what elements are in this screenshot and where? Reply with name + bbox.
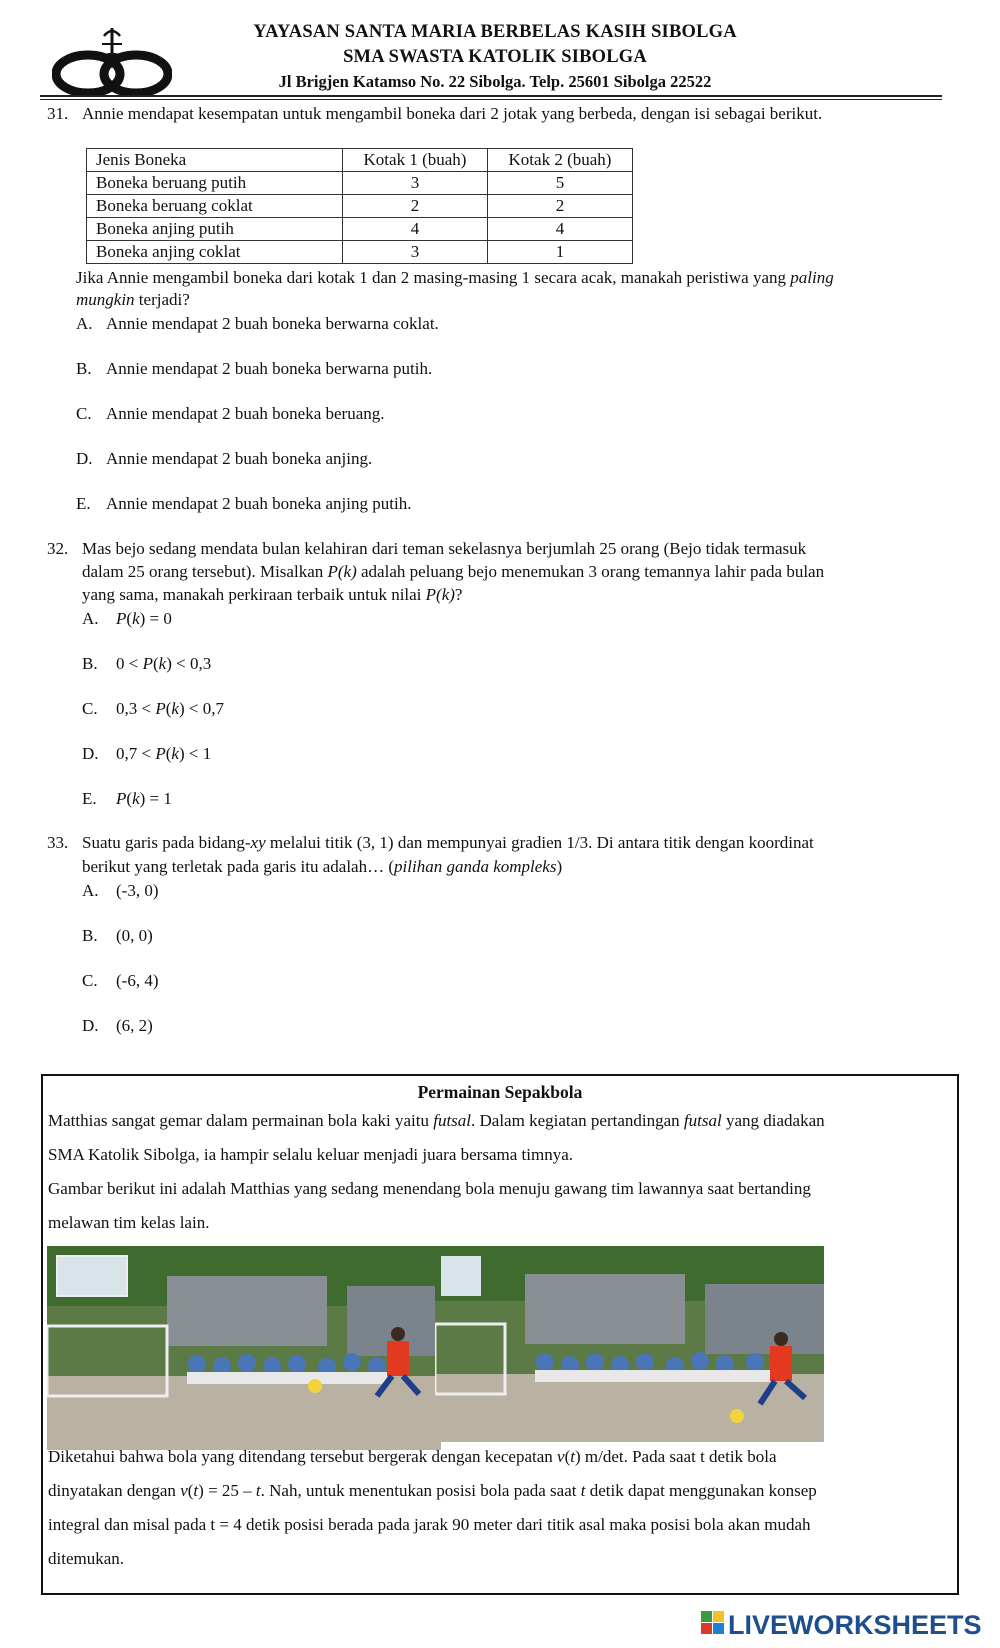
question-emphasis: mungkin [76,290,135,309]
option-letter: D. [82,1016,99,1035]
pk-symbol: P(k) [327,562,357,581]
table-cell: 4 [343,218,488,241]
option-text: (6, 2) [116,1016,153,1035]
paragraph-line: SMA Katolik Sibolga, ia hampir selalu keluar menjadi juara bersama timnya. [48,1145,573,1164]
option-text: (-3, 0) [116,881,159,900]
option-text-part: 0,7 < [116,744,156,763]
table-header-row [87,149,633,172]
pk-symbol: P(k) [425,585,455,604]
table-row [87,195,633,218]
option-letter: D. [82,744,99,763]
option-var: k [171,744,179,763]
question-number: 33. [47,833,69,852]
option-text-part: 0 < [116,654,143,673]
option-text-part: ( [165,744,172,763]
math-var: t [193,1481,199,1500]
photo-illustration [435,1246,824,1442]
option-letter: B. [82,926,98,945]
question-text-line2 [82,857,562,877]
xy-symbol: xy [250,833,266,852]
table-cell: 4 [488,218,633,241]
paragraph-line: integral dan misal pada t = 4 detik posisi berada pada jarak 90 meter dari titik asal maka posisi bola akan mudah [48,1515,811,1534]
text-part: dinyatakan dengan [48,1481,181,1500]
option-letter: E. [76,494,91,513]
table-cell: Boneka anjing putih [87,218,343,241]
option-var: k [158,654,167,673]
school-address: Jl Brigjen Katamso No. 22 Sibolga. Telp. 25601 Sibolga 22522 [278,72,712,91]
table-cell: Boneka anjing coklat [87,241,343,264]
text-part: Diketahui bahwa bola yang ditendang tersebut bergerak dengan kecepatan [48,1447,558,1466]
paragraph-line [48,1104,938,1138]
option-var: k [132,609,140,628]
option-letter: B. [76,359,92,378]
letterhead [0,0,1000,96]
foundation-name: YAYASAN SANTA MARIA BERBELAS KASIH SIBOLGA [253,22,737,42]
text-part: = 25 – [203,1481,256,1500]
school-logo [52,24,172,96]
option-text: (0, 0) [116,926,153,945]
table-row [87,218,633,241]
option-text [116,699,224,719]
text-part: . Nah, untuk menentukan posisi bola pada saat [260,1481,581,1500]
question-text-line2 [76,290,190,310]
option-text: Annie mendapat 2 buah boneka anjing putih. [106,494,412,513]
option-text: Annie mendapat 2 buah boneka berwarna putih. [106,359,433,378]
table-cell: 2 [488,195,633,218]
math-var: t [570,1447,575,1466]
table-header: Kotak 2 (buah) [488,149,633,172]
option-text [116,744,211,764]
option-text-part: ( [165,699,172,718]
option-text [116,609,172,629]
option-text-part: ) = 1 [139,789,172,808]
math-var: v [557,1447,565,1466]
futsal-term: futsal [433,1111,472,1130]
table-header: Kotak 1 (buah) [343,149,488,172]
question-text-part: terjadi? [134,290,190,309]
option-var: P [142,654,153,673]
paragraph-line: Gambar berikut ini adalah Matthias yang sedang menendang bola menuju gawang tim lawannya saat bertanding [48,1179,811,1198]
header-rule [40,95,942,97]
matthias-photo-1 [47,1246,441,1450]
football-story-box [41,1074,959,1595]
option-text [116,654,211,674]
option-letter: D. [76,449,93,468]
question-text-part: Suatu garis pada bidang- [82,833,251,852]
liveworksheets-icon [700,1603,1000,1643]
matthias-photo-2 [435,1246,824,1442]
question-text-line1: Mas bejo sedang mendata bulan kelahiran dari teman sekelasnya berjumlah 25 orang (Bejo tidak termasuk [82,539,807,558]
option-text: (-6, 4) [116,971,159,990]
liveworksheets-logo [700,1603,1000,1643]
option-letter: B. [82,654,98,673]
brand-text: LIVEWORKSHEETS [728,1610,982,1640]
question-text [76,268,834,288]
option-text: Annie mendapat 2 buah boneka anjing. [106,449,373,468]
option-var: k [132,789,140,808]
question-text-line3 [82,585,462,605]
text-part: . Dalam kegiatan pertandingan [471,1111,684,1130]
question-text-part: adalah peluang bejo menemukan 3 orang temannya lahir pada bulan [356,562,825,581]
option-letter: A. [82,881,99,900]
text-part: detik dapat menggunakan konsep [585,1481,817,1500]
question-emphasis: pilihan ganda kompleks [394,857,557,876]
table-row [87,241,633,264]
question-text-part: melalui titik (3, 1) dan mempunyai gradien 1/3. Di antara titik dengan koordinat [265,833,814,852]
text-part: Matthias sangat gemar dalam permainan bola kaki yaitu [48,1111,434,1130]
option-letter: C. [82,699,98,718]
question-text-line1 [82,833,814,853]
paragraph-line: dinyatakan dengan v(t) = 25 – t. Nah, untuk menentukan posisi bola pada saat t detik dapat menggunakan konsep [48,1481,817,1500]
option-letter: A. [82,609,99,628]
question-prompt: Annie mendapat kesempatan untuk mengambil boneka dari 2 jotak yang berbeda, dengan isi sebagai berikut. [82,104,823,123]
paragraph-1 [48,1104,938,1240]
question-text-part: yang sama, manakah perkiraan terbaik untuk nilai [82,585,426,604]
option-text [116,789,172,809]
option-text-part: ( [126,789,133,808]
futsal-term: futsal [683,1111,722,1130]
question-number: 32. [47,539,69,558]
option-var: P [155,699,166,718]
math-var: t [580,1481,586,1500]
table-cell: Boneka beruang coklat [87,195,343,218]
option-var: k [171,699,179,718]
doll-table [86,148,633,264]
question-text-part: ) [556,857,563,876]
option-var: P [116,789,127,808]
option-var: P [155,744,166,763]
text-part: yang diadakan [721,1111,825,1130]
option-letter: C. [76,404,92,423]
header-rule-thin [40,99,942,100]
table-cell: 1 [488,241,633,264]
question-text-part: ? [454,585,463,604]
table-cell: 5 [488,172,633,195]
option-text-part: ) = 0 [139,609,172,628]
question-text-part: Jika Annie mengambil boneka dari kotak 1 dan 2 masing-masing 1 secara acak, manakah peristiwa yang [76,268,791,287]
option-text-part: ) < 1 [178,744,212,763]
option-text: Annie mendapat 2 buah boneka beruang. [106,404,385,423]
box-title: Permainan Sepakbola [417,1082,583,1102]
option-text-part: ( [152,654,159,673]
question-text-line2 [82,562,824,582]
table-cell: 3 [343,172,488,195]
question-text-part: dalam 25 orang tersebut). Misalkan [82,562,328,581]
photo-illustration [47,1246,441,1450]
table-cell: Boneka beruang putih [87,172,343,195]
option-text: Annie mendapat 2 buah boneka berwarna coklat. [106,314,439,333]
paragraph-line: ditemukan. [48,1549,125,1568]
question-text-part: berikut yang terletak pada garis itu adalah… ( [82,857,395,876]
math-var: v [180,1481,188,1500]
text-part: m/det. Pada saat t detik bola [580,1447,777,1466]
paragraph-line: Diketahui bahwa bola yang ditendang tersebut bergerak dengan kecepatan v(t) m/det. Pada saat t detik bola [48,1447,777,1466]
question-number: 31. [47,104,69,123]
question-emphasis: paling [790,268,834,287]
option-var: P [116,609,127,628]
table-header: Jenis Boneka [87,149,343,172]
option-text-part: ) < 0,7 [178,699,224,718]
math-var: t [255,1481,261,1500]
option-text-part: ( [126,609,133,628]
table-cell: 2 [343,195,488,218]
option-text-part: 0,3 < [116,699,156,718]
paragraph-line: melawan tim kelas lain. [48,1213,210,1232]
option-letter: C. [82,971,98,990]
table-cell: 3 [343,241,488,264]
option-letter: E. [82,789,97,808]
table-row [87,172,633,195]
option-text-part: ) < 0,3 [166,654,212,673]
paragraph-3 [48,1440,938,1576]
option-letter: A. [76,314,93,333]
school-name: SMA SWASTA KATOLIK SIBOLGA [343,47,647,67]
